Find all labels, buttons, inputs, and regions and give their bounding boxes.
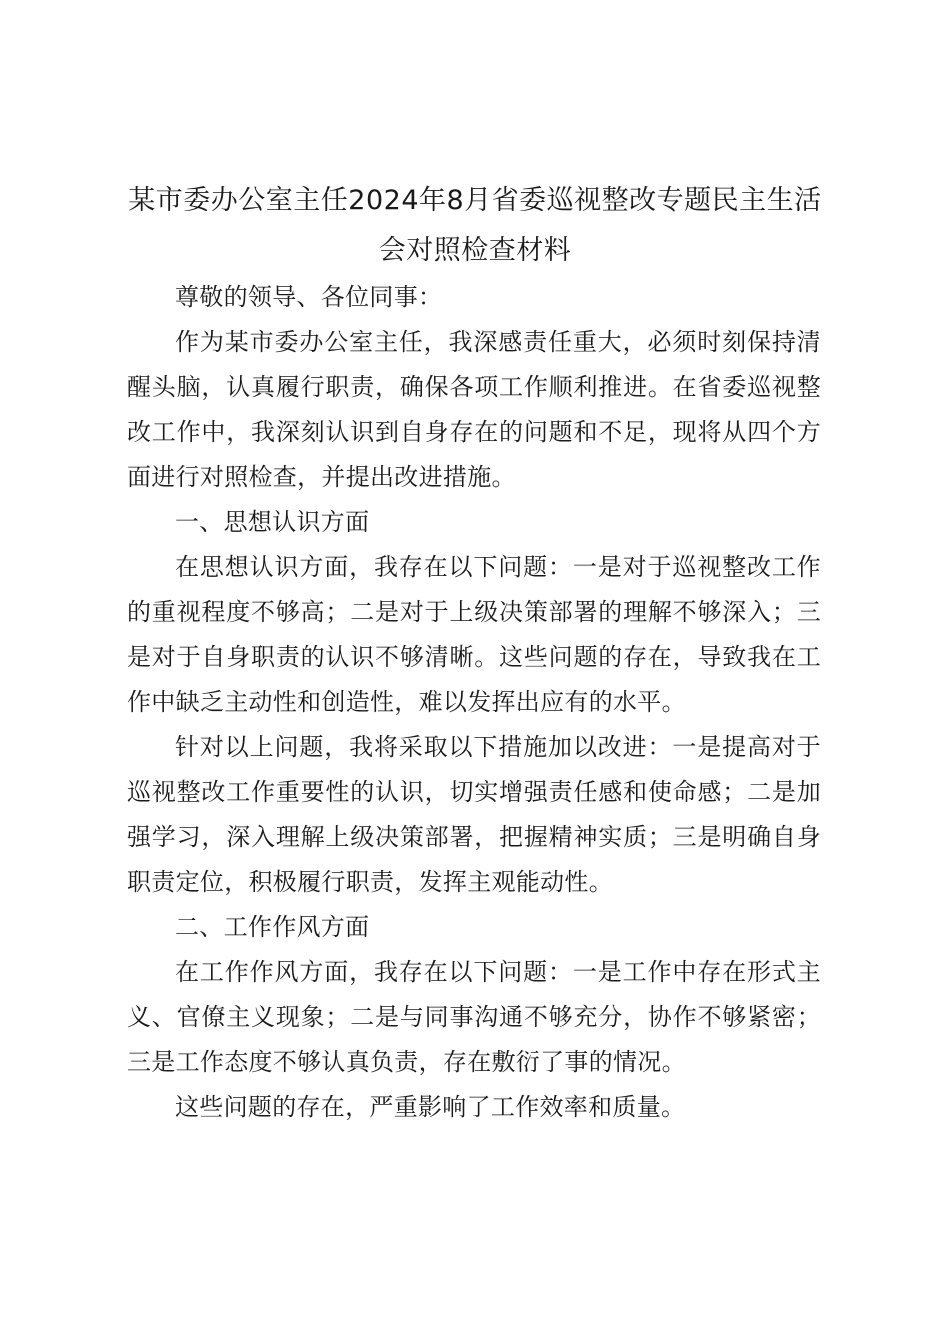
work-style-impact-paragraph: 这些问题的存在，严重影响了工作效率和质量。 (175, 1093, 686, 1121)
section-heading-work-style: 二、工作作风方面 (175, 913, 370, 941)
ideology-problems-paragraph: 在思想认识方面，我存在以下问题：一是对于巡视整改工作的重视程度不够高；二是对于上级决策部署的理解不够深入；三是对于自身职责的认识不够清晰。这些问题的存在，导致我在工作中缺乏主动性和创造性，难以发挥出应有的水平。 (127, 553, 821, 716)
ideology-measures-paragraph: 针对以上问题，我将采取以下措施加以改进：一是提高对于巡视整改工作重要性的认识，切实增强责任感和使命感；二是加强学习，深入理解上级决策部署，把握精神实质；三是明确自身职责定位，积极履行职责，发挥主观能动性。 (127, 733, 821, 896)
intro-paragraph: 作为某市委办公室主任，我深感责任重大，必须时刻保持清醒头脑，认真履行职责，确保各项工作顺利推进。在省委巡视整改工作中，我深刻认识到自身存在的问题和不足，现将从四个方面进行对照检查，并提出改进措施。 (127, 328, 821, 491)
section-heading-ideology: 一、思想认识方面 (175, 508, 370, 536)
work-style-problems-paragraph: 在工作作风方面，我存在以下问题：一是工作中存在形式主义、官僚主义现象；二是与同事沟通不够充分，协作不够紧密；三是工作态度不够认真负责，存在敷衍了事的情况。 (127, 958, 821, 1076)
document-title: 某市委办公室主任2024年8月省委巡视整改专题民主生活会对照检查材料 (128, 185, 822, 266)
salutation: 尊敬的领导、各位同事： (175, 283, 443, 311)
document-body (127, 275, 821, 1130)
